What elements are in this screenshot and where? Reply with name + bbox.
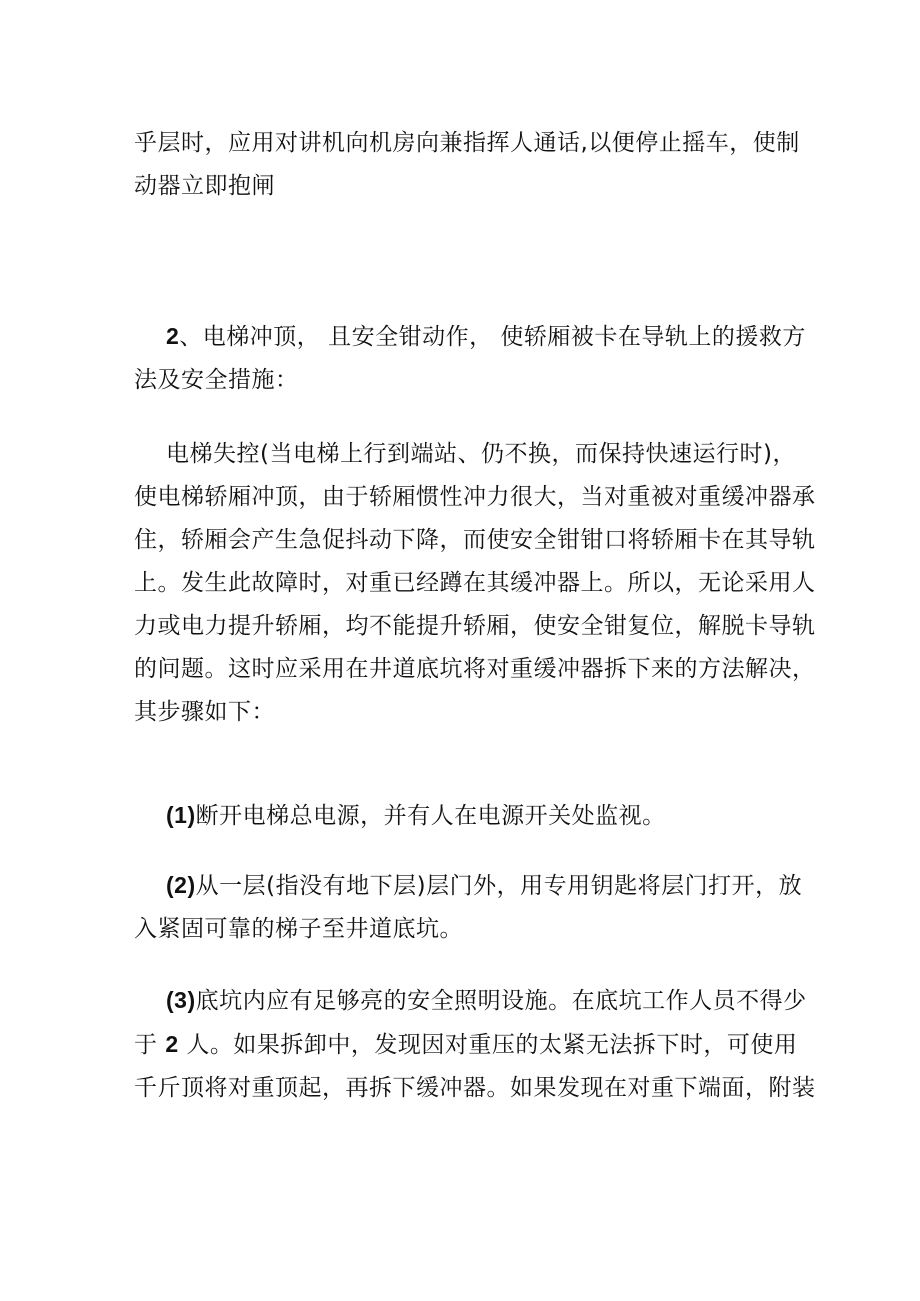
step-line <box>134 1023 804 1067</box>
step-1 <box>134 794 804 838</box>
step-number: (2) <box>166 872 196 898</box>
text-line: 乎层时，应用对讲机向机房向兼指挥人通话,以便停止摇车，使制 <box>134 130 800 156</box>
step-text: 人。如果拆卸中，发现因对重压的太紧无法拆下时，可使用 <box>178 1032 798 1058</box>
step-line <box>134 979 807 1023</box>
step-line <box>134 864 804 908</box>
text-line: 动器立即抱闸 <box>134 173 275 199</box>
fragment-paragraph <box>134 122 804 208</box>
step-text: 于 <box>134 1032 158 1058</box>
step-3 <box>134 979 816 1110</box>
step-number: (1) <box>166 802 196 828</box>
text-line: 力或电力提升轿厢，均不能提升轿厢，使安全钳复位，解脱卡导轨 <box>134 613 816 639</box>
text-line: 上。发生此故障时，对重已经蹲在其缓冲器上。所以，无论采用人 <box>134 570 816 596</box>
heading-text: 、电梯冲顶， 且安全钳动作， 使轿厢被卡在导轨上的援救方 <box>179 324 806 350</box>
section-heading <box>134 315 804 402</box>
step-line <box>134 794 804 838</box>
person-count: 2 <box>165 1031 179 1057</box>
section-number: 2 <box>166 323 180 349</box>
step-text: 从一层(指没有地下层)层门外，用专用钥匙将层门打开，放 <box>195 873 803 899</box>
step-number: (3) <box>166 987 196 1013</box>
text-line: 其步骤如下： <box>134 699 275 725</box>
heading-line <box>134 315 804 359</box>
step-line: 入紧固可靠的梯子至井道底坑。 <box>134 916 463 942</box>
text-line: 的问题。这时应采用在井道底坑将对重缓冲器拆下来的方法解决， <box>134 656 816 682</box>
text-line: 电梯失控(当电梯上行到端站、仍不换，而保持快速运行时)， <box>166 441 796 467</box>
step-text: 断开电梯总电源，并有人在电源开关处监视。 <box>195 803 666 829</box>
body-paragraph <box>134 433 816 734</box>
step-2 <box>134 864 804 951</box>
step-text: 底坑内应有足够亮的安全照明设施。在底坑工作人员不得少 <box>195 988 807 1014</box>
heading-line: 法及安全措施： <box>134 367 299 393</box>
step-line: 千斤顶将对重顶起，再拆下缓冲器。如果发现在对重下端面，附装 <box>134 1075 816 1101</box>
text-line: 使电梯轿厢冲顶，由于轿厢惯性冲力很大，当对重被对重缓冲器承 <box>134 484 816 510</box>
text-line: 住，轿厢会产生急促抖动下降，而使安全钳钳口将轿厢卡在其导轨 <box>134 527 816 553</box>
